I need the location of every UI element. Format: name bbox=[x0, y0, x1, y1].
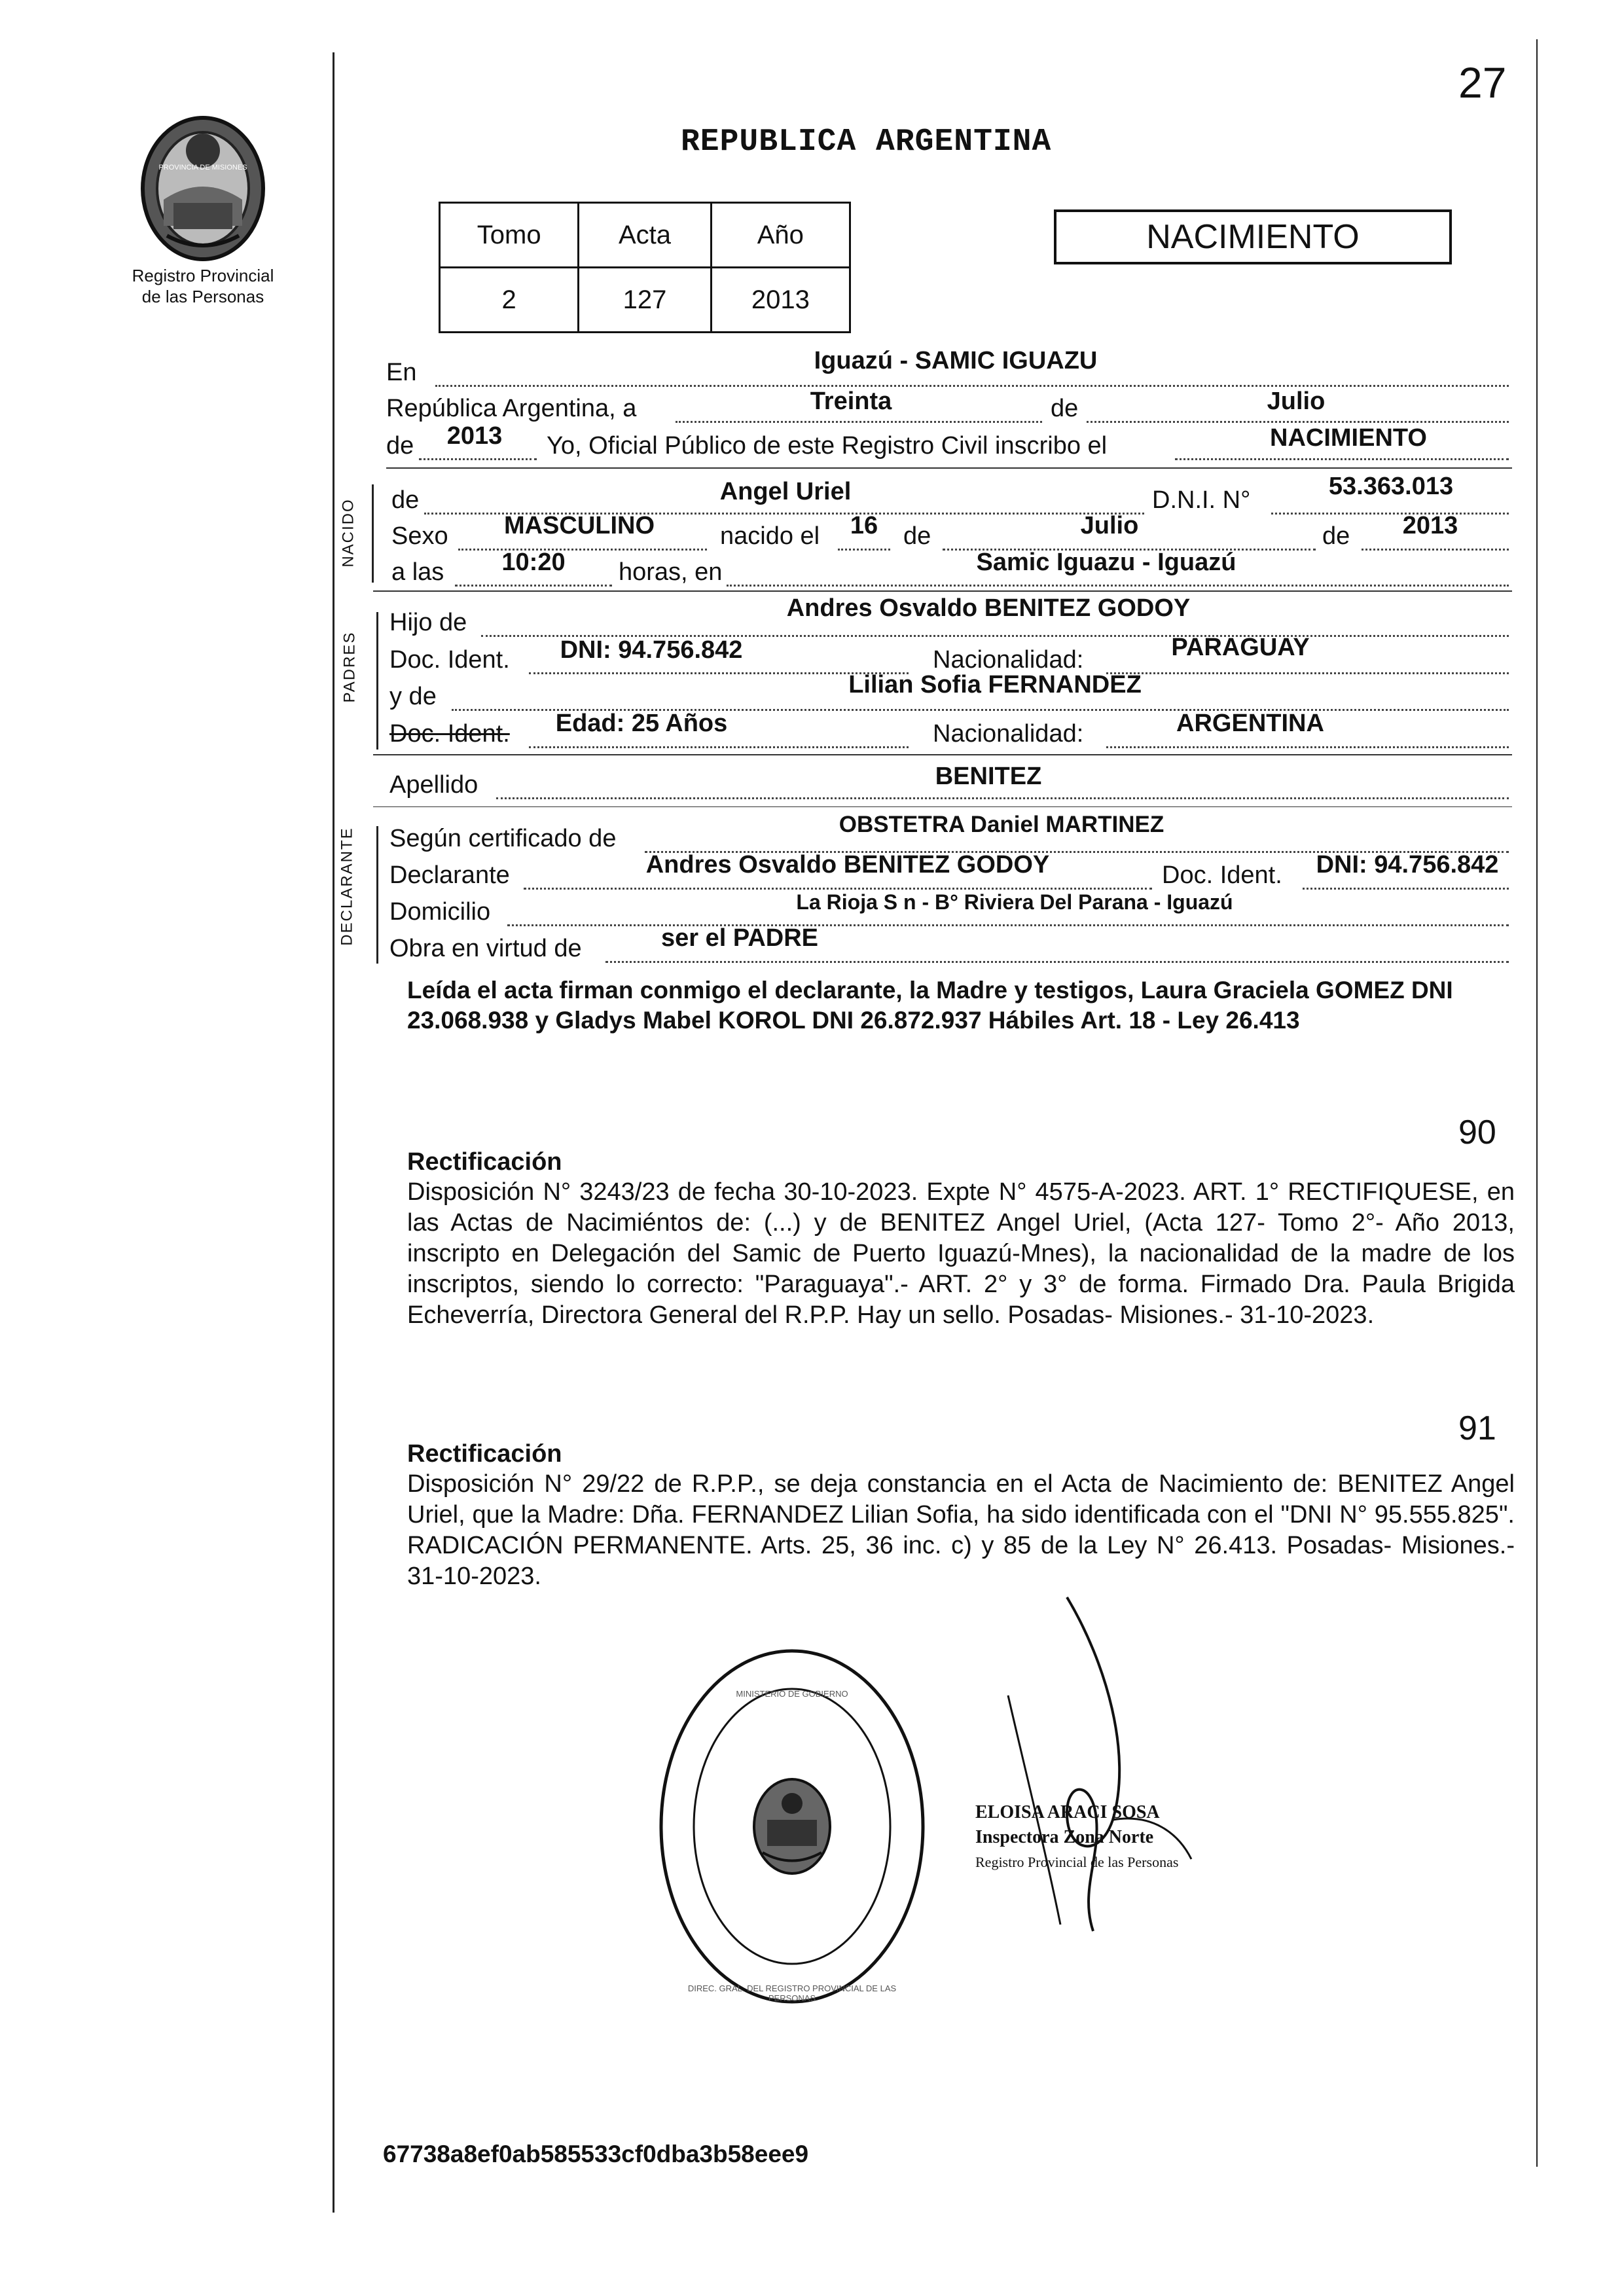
logo-caption-line-1: Registro Provincial bbox=[132, 266, 274, 285]
a-las-label: a las bbox=[391, 558, 444, 586]
note-90-body: Disposición N° 3243/23 de fecha 30-10-2023. Expte N° 4575-A-2023. ART. 1° RECTIFIQUESE, en las Actas de Nacimiéntos de: (...) y de BENITEZ Angel Uriel, (Acta 127- Tomo 2°- Año 2013, inscripto en Delegación del Samic de Puerto Iguazú-Mnes), la nacionalidad de la madre de los inscriptos, siendo lo correcto: "Paraguaya".- ART. 2° y 3° de forma. Firmado Dra. Paula Brigida Echeverría, Directora General del R.P.P. Hay un sello. Posadas- Misiones.- 31-10-2023. bbox=[407, 1178, 1515, 1329]
segun-label: Según certificado de bbox=[389, 825, 617, 852]
padres-bracket bbox=[376, 612, 378, 750]
obra-dots bbox=[605, 961, 1509, 963]
registry-table-value-row bbox=[440, 268, 850, 333]
time-value: 10:20 bbox=[501, 549, 566, 576]
mother-age-value: Edad: 25 Años bbox=[555, 710, 728, 737]
nacido-bracket bbox=[372, 484, 374, 583]
de-label-2: de bbox=[386, 432, 414, 460]
section-divider-3 bbox=[373, 754, 1512, 755]
registry-value-tomo: 2 bbox=[440, 268, 579, 333]
declarante-value: Andres Osvaldo BENITEZ GODOY bbox=[645, 851, 1050, 878]
day-dots bbox=[676, 421, 1042, 423]
mother-value: Lilian Sofia FERNANDEZ bbox=[848, 671, 1142, 698]
registry-header-acta: Acta bbox=[579, 203, 711, 268]
declarante-label: Declarante bbox=[389, 861, 510, 889]
section-divider-4 bbox=[373, 806, 1512, 807]
domicilio-value: La Rioja S n - B° Riviera Del Parana - Iguazú bbox=[796, 890, 1233, 914]
birth-day-value: 16 bbox=[850, 512, 878, 539]
mother-nat-label: Nacionalidad: bbox=[933, 720, 1084, 748]
section-divider-2 bbox=[373, 590, 1512, 592]
mother-nat-dots bbox=[1106, 746, 1509, 748]
dni-label: D.N.I. N° bbox=[1152, 486, 1251, 514]
decl-doc-dots bbox=[1303, 888, 1509, 890]
note-90-number: 90 bbox=[1458, 1113, 1496, 1151]
signature-stamp bbox=[975, 1800, 1250, 1875]
birth-day-dots bbox=[838, 549, 890, 551]
signer-name: ELOISA ARACI SOSA bbox=[975, 1802, 1160, 1822]
month-value: Julio bbox=[1267, 388, 1326, 415]
dni-value: 53.363.013 bbox=[1328, 473, 1454, 500]
sexo-value: MASCULINO bbox=[503, 512, 655, 539]
day-value: Treinta bbox=[810, 388, 892, 415]
father-value: Andres Osvaldo BENITEZ GODOY bbox=[786, 594, 1191, 622]
de-label-1: de bbox=[1051, 395, 1079, 422]
apellido-dots bbox=[496, 797, 1509, 799]
en-label: En bbox=[386, 359, 417, 386]
name-value: Angel Uriel bbox=[719, 478, 852, 505]
declarante-dots bbox=[524, 888, 1152, 890]
signer-office: Registro Provincial de las Personas bbox=[975, 1854, 1179, 1870]
declarante-bracket bbox=[376, 826, 378, 964]
inscribo-label: Yo, Oficial Público de este Registro Civil inscribo el bbox=[547, 432, 1108, 460]
mother-age-dots bbox=[529, 746, 909, 748]
closing-text: Leída el acta firman conmigo el declarante, la Madre y testigos, Laura Graciela GOMEZ DNI 23.068.938 y Gladys Mabel KOROL DNI 26.872.937 Hábiles Art. 18 - Ley 26.413 bbox=[407, 977, 1453, 1034]
registry-value-acta: 127 bbox=[579, 268, 711, 333]
father-nat-label: Nacionalidad: bbox=[933, 646, 1084, 674]
decl-doc-label: Doc. Ident. bbox=[1162, 861, 1282, 889]
yde-label: y de bbox=[389, 683, 437, 710]
en-dots bbox=[435, 385, 1509, 387]
declarante-side-label: DECLARANTE bbox=[338, 827, 356, 946]
domicilio-label: Domicilio bbox=[389, 898, 491, 926]
seal-inner-text: MINISTERIO DE GOBIERNO bbox=[736, 1689, 848, 1699]
nacido-el-label: nacido el bbox=[720, 522, 820, 550]
birth-year-de-label: de bbox=[1322, 522, 1350, 550]
act-type-box: NACIMIENTO bbox=[1054, 209, 1452, 264]
hijo-label: Hijo de bbox=[389, 609, 467, 636]
obra-label: Obra en virtud de bbox=[389, 935, 582, 962]
name-label: de bbox=[391, 486, 420, 514]
logo-caption bbox=[111, 265, 295, 307]
year-dots bbox=[419, 458, 537, 460]
seal-ring-text: DIREC. GRAL. DEL REGISTRO PROVINCIAL DE LAS PERSONAS bbox=[687, 1983, 897, 2003]
registry-table-header-row bbox=[440, 203, 850, 268]
logo-caption-line-2: de las Personas bbox=[141, 287, 264, 306]
place-value: Samic Iguazu - Iguazú bbox=[976, 549, 1236, 576]
registry-value-anio: 2013 bbox=[711, 268, 850, 333]
father-nat-value: PARAGUAY bbox=[1171, 634, 1310, 661]
birth-month-de-label: de bbox=[903, 522, 931, 550]
birth-month-value: Julio bbox=[1080, 512, 1139, 539]
registry-header-tomo: Tomo bbox=[440, 203, 579, 268]
padres-side-label: PADRES bbox=[340, 631, 359, 703]
mother-doc-label-struck: Doc. Ident. bbox=[389, 720, 510, 748]
inscribo-value: NACIMIENTO bbox=[1270, 424, 1427, 452]
year-value: 2013 bbox=[446, 422, 503, 450]
apellido-value: BENITEZ bbox=[935, 763, 1042, 790]
note-90-heading: Rectificación bbox=[407, 1148, 562, 1176]
province-logo bbox=[137, 111, 268, 262]
inscribo-dots bbox=[1175, 458, 1509, 460]
note-91-number: 91 bbox=[1458, 1409, 1496, 1447]
birth-year-value: 2013 bbox=[1402, 512, 1458, 539]
horas-label: horas, en bbox=[619, 558, 723, 586]
footer-hash: 67738a8ef0ab585533cf0dba3b58eee9 bbox=[383, 2141, 809, 2167]
sexo-label: Sexo bbox=[391, 522, 448, 550]
decl-doc-value: DNI: 94.756.842 bbox=[1316, 851, 1499, 878]
segun-value: OBSTETRA Daniel MARTINEZ bbox=[839, 812, 1164, 837]
registry-table bbox=[439, 202, 851, 333]
obra-value: ser el PADRE bbox=[660, 924, 819, 952]
nacido-side-label: NACIDO bbox=[339, 498, 357, 568]
father-doc-value: DNI: 94.756.842 bbox=[560, 636, 743, 664]
left-margin-line bbox=[333, 52, 334, 2213]
document-title: REPUBLICA ARGENTINA bbox=[681, 124, 1052, 160]
month-dots bbox=[1087, 421, 1509, 423]
right-margin-line bbox=[1536, 39, 1538, 2167]
signer-role: Inspectora Zona Norte bbox=[975, 1827, 1154, 1847]
en-value: Iguazú - SAMIC IGUAZU bbox=[814, 347, 1098, 374]
father-doc-label: Doc. Ident. bbox=[389, 646, 510, 674]
note-91-heading: Rectificación bbox=[407, 1440, 562, 1468]
time-dots bbox=[455, 585, 612, 587]
republica-label: República Argentina, a bbox=[386, 395, 637, 422]
mother-nat-value: ARGENTINA bbox=[1176, 710, 1324, 737]
page-number: 27 bbox=[1458, 58, 1507, 107]
section-divider-1 bbox=[386, 467, 1512, 469]
note-91-body: Disposición N° 29/22 de R.P.P., se deja constancia en el Acta de Nacimiento de: BENITEZ Angel Uriel, que la Madre: Dña. FERNANDEZ Lilian Sofia, ha sido identificada con el "DNI N° 95.555.825". RADICACIÓN PERMANENTE. Arts. 25, 36 inc. c) y 85 de la Ley N° 26.413. Posadas- Misiones.- 31-10-2023. bbox=[407, 1470, 1515, 1590]
place-dots bbox=[727, 585, 1509, 587]
logo-ring-text: PROVINCIA DE MISIONES bbox=[158, 164, 247, 172]
handwritten-signature bbox=[982, 1584, 1231, 1951]
birth-year-dots bbox=[1362, 549, 1509, 551]
apellido-label: Apellido bbox=[389, 771, 478, 799]
registry-header-anio: Año bbox=[711, 203, 850, 268]
